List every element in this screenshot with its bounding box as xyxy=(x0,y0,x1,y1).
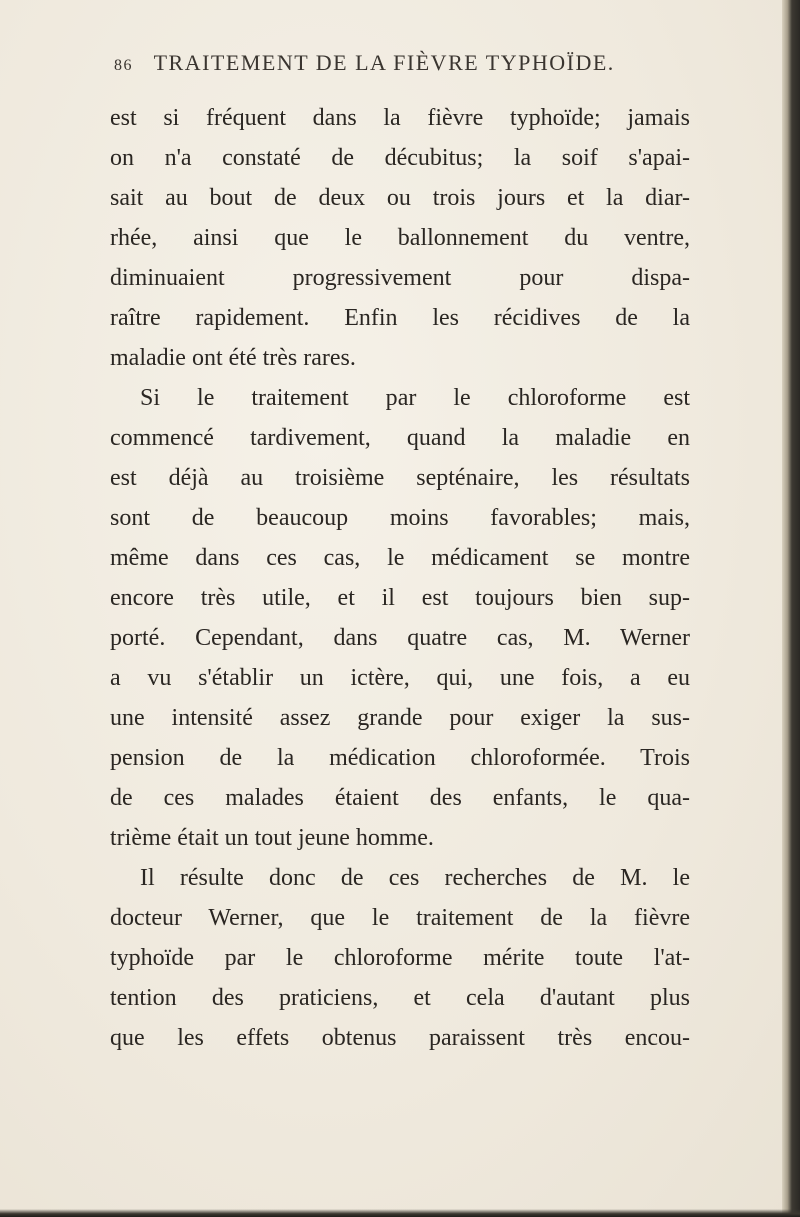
text-line: trième était un tout jeune homme. xyxy=(110,825,434,851)
text-line: même dans ces cas, le médicament se montre xyxy=(110,545,690,571)
text-line: sait au bout de deux ou trois jours et la diar- xyxy=(110,185,690,211)
text-line: on n'a constaté de décubitus; la soif s'apai- xyxy=(110,145,690,171)
text-line: sont de beaucoup moins favorables; mais, xyxy=(110,505,690,531)
page-bottom-edge xyxy=(0,1209,800,1217)
text-line: rhée, ainsi que le ballonnement du ventre, xyxy=(110,225,690,251)
text-line: porté. Cependant, dans quatre cas, M. Werner xyxy=(110,625,690,651)
text-line: est déjà au troisième septénaire, les résultats xyxy=(110,465,690,491)
text-line: que les effets obtenus paraissent très encou- xyxy=(110,1025,690,1051)
text-line: est si fréquent dans la fièvre typhoïde; jamais xyxy=(110,105,690,131)
text-line: Il résulte donc de ces recherches de M. le xyxy=(140,865,690,891)
page-number: 86 xyxy=(114,57,133,74)
text-line: une intensité assez grande pour exiger la sus- xyxy=(110,705,690,731)
text-line: commencé tardivement, quand la maladie en xyxy=(110,425,690,451)
text-line: de ces malades étaient des enfants, le qua- xyxy=(110,785,690,811)
text-line: docteur Werner, que le traitement de la fièvre xyxy=(110,905,690,931)
text-line: diminuaient progressivement pour dispa- xyxy=(110,265,690,291)
body-text xyxy=(110,98,690,1058)
text-line: tention des praticiens, et cela d'autant plus xyxy=(110,985,690,1011)
text-line: raître rapidement. Enfin les récidives de la xyxy=(110,305,690,331)
text-line: a vu s'établir un ictère, qui, une fois, a eu xyxy=(110,665,690,691)
text-line: encore très utile, et il est toujours bien sup- xyxy=(110,585,690,611)
text-line: pension de la médication chloroformée. Trois xyxy=(110,745,690,771)
text-line: Si le traitement par le chloroforme est xyxy=(140,385,690,411)
text-line: maladie ont été très rares. xyxy=(110,345,356,371)
text-line: typhoïde par le chloroforme mérite toute l'at- xyxy=(110,945,690,971)
running-title: TRAITEMENT DE LA FIÈVRE TYPHOÏDE. xyxy=(153,50,615,75)
page-edge-shadow xyxy=(782,0,800,1217)
running-header xyxy=(114,50,674,76)
